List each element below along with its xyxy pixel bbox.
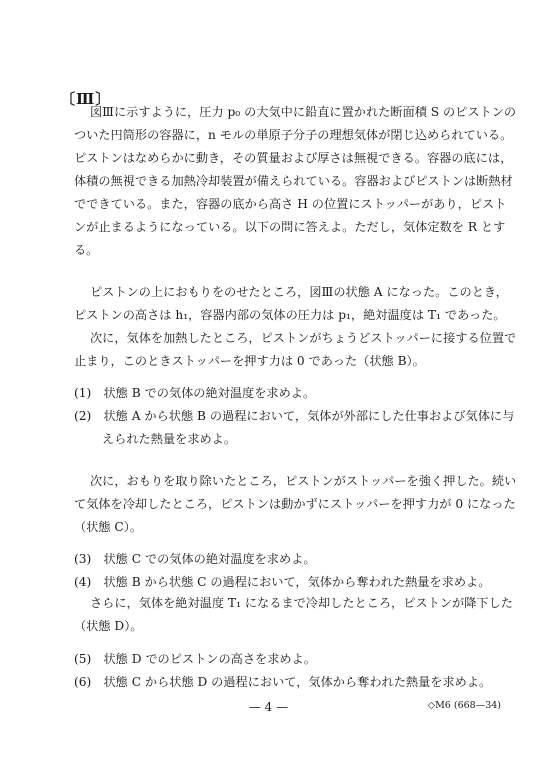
intro-line-3: ピストンはなめらかに動き，その質量および厚さは無視できる。容器の底には， [74, 151, 513, 165]
section-number: 〔Ⅲ〕 [60, 90, 112, 108]
state-a-line-1: ピストンの上におもりをのせたところ，図Ⅲの状態 A になった。このとき， [90, 285, 508, 299]
state-b-line-2: 止まり，このときストッパーを押す力は 0 であった（状態 B）。 [74, 354, 425, 368]
intro-line-5: でできている。また，容器の底から高さ H の位置にストッパーがあり，ピスト [74, 197, 507, 211]
state-c-line-3: （状態 C）。 [74, 520, 143, 534]
question-4: (4) 状態 B から状態 C の過程において，気体から奪われた熱量を求めよ。 [74, 575, 491, 589]
state-a-line-2: ピストンの高さは h₁，容器内部の気体の圧力は p₁，絶対温度は T₁ であった。 [74, 308, 506, 322]
page-number: — 4 — [248, 700, 289, 714]
question-6: (6) 状態 C から状態 D の過程において，気体から奪われた熱量を求めよ。 [74, 675, 492, 689]
intro-line-6: ンが止まるようになっている。以下の問に答えよ。ただし，気体定数を R とす [74, 220, 506, 234]
question-3: (3) 状態 C での気体の絶対温度を求めよ。 [74, 552, 316, 566]
intro-line-2: ついた円筒形の容器に，n モルの単原子分子の理想気体が閉じ込められている。 [74, 128, 513, 142]
state-d-line-1: さらに，気体を絶対温度 T₁ になるまで冷却したところ，ピストンが降下した [90, 596, 513, 610]
question-1: (1) 状態 B での気体の絶対温度を求めよ。 [74, 386, 316, 400]
intro-line-1: 図Ⅲに示すように，圧力 p₀ の大気中に鉛直に置かれた断面積 S のピストンの [90, 105, 517, 119]
state-c-line-2: て気体を冷却したところ，ピストンは動かずにストッパーを押す力が 0 になった [74, 497, 516, 511]
question-2-line-1: (2) 状態 A から状態 B の過程において，気体が外部にした仕事および気体に与 [74, 409, 515, 423]
state-d-line-2: （状態 D）。 [74, 619, 143, 633]
state-c-line-1: 次に，おもりを取り除いたところ，ピストンがストッパーを強く押した。続い [90, 474, 517, 488]
intro-line-7: る。 [74, 243, 99, 257]
exam-code: ◇M6 (668—34) [427, 700, 501, 711]
state-b-line-1: 次に，気体を加熱したところ，ピストンがちょうどストッパーに接する位置で [90, 331, 517, 345]
question-5: (5) 状態 D でのピストンの高さを求めよ。 [74, 652, 316, 666]
question-2-line-2: えられた熱量を求めよ。 [102, 432, 237, 446]
intro-line-4: 体積の無視できる加熱冷却装置が備えられている。容器およびピストンは断熱材 [74, 174, 513, 188]
